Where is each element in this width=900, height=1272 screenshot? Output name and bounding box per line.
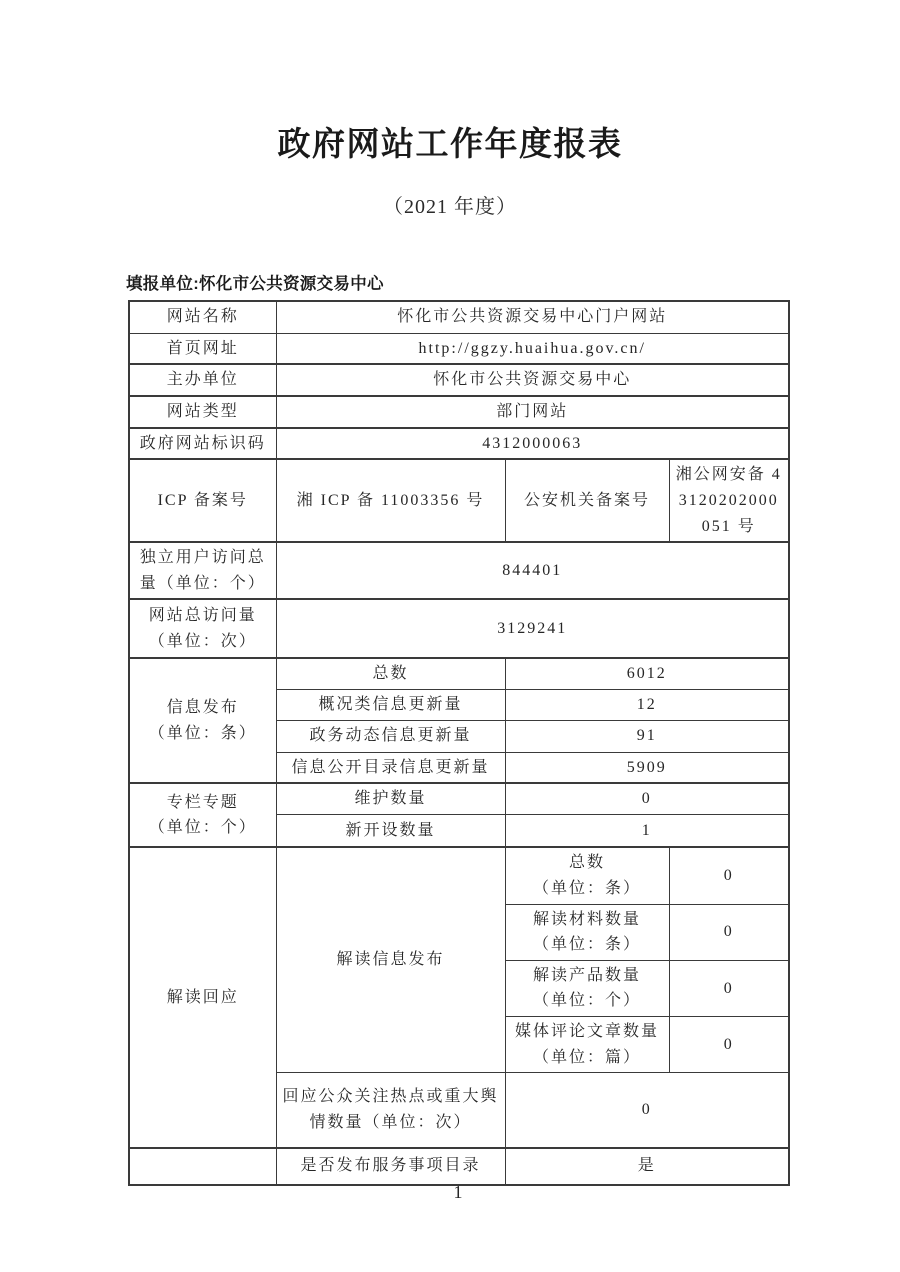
- table-row: [129, 542, 789, 599]
- interp-product-label-text: 解读产品数量: [532, 966, 641, 984]
- site-id-value: 4312000063: [276, 428, 789, 460]
- maintained-count-value: 0: [505, 783, 789, 814]
- icp-value: 湘 ICP 备 11003356 号: [276, 459, 505, 542]
- interp-total-label: [505, 847, 669, 904]
- hotspot-response-value: 0: [505, 1073, 789, 1148]
- overview-update-value: 12: [505, 690, 789, 721]
- table-row: [129, 396, 789, 428]
- open-catalog-update-label: 信息公开目录信息更新量: [276, 752, 505, 783]
- sponsor-value: 怀化市公共资源交易中心: [276, 364, 789, 396]
- police-record-value: 湘公网安备 43120202000051 号: [669, 459, 789, 542]
- open-catalog-update-value: 5909: [505, 752, 789, 783]
- table-row: [129, 783, 789, 814]
- info-publish-section-label: [129, 658, 276, 783]
- sponsor-label: 主办单位: [129, 364, 276, 396]
- site-type-label: 网站类型: [129, 396, 276, 428]
- gov-news-update-value: 91: [505, 720, 789, 752]
- table-row: [129, 599, 789, 658]
- interp-material-label: [505, 904, 669, 960]
- homepage-url-label: 首页网址: [129, 333, 276, 364]
- unique-visitors-label: 独立用户访问总量（单位：个）: [129, 542, 276, 599]
- maintained-count-label: 维护数量: [276, 783, 505, 814]
- total-visits-label: 网站总访问量（单位：次）: [129, 599, 276, 658]
- service-catalog-label: 是否发布服务事项目录: [276, 1148, 505, 1185]
- table-row: [129, 459, 789, 542]
- info-publish-label: 信息发布: [166, 699, 239, 717]
- page-subtitle: （2021 年度）: [383, 196, 517, 218]
- interp-product-unit: （单位：个）: [532, 992, 641, 1010]
- site-id-label: 政府网站标识码: [129, 428, 276, 460]
- page-number: 1: [453, 1182, 463, 1202]
- info-total-label: 总数: [276, 658, 505, 689]
- table-row: [129, 428, 789, 460]
- hotspot-response-label: 回应公众关注热点或重大舆情数量（单位：次）: [276, 1073, 505, 1148]
- report-table: [128, 300, 790, 1186]
- media-comment-label-text: 媒体评论文章数量: [514, 1022, 659, 1040]
- service-catalog-value: 是: [505, 1148, 789, 1185]
- interp-total-value: 0: [669, 847, 789, 904]
- website-name-label: 网站名称: [129, 301, 276, 333]
- icp-label: ICP 备案号: [129, 459, 276, 542]
- empty-cell: [129, 1148, 276, 1185]
- homepage-url-value: http://ggzy.huaihua.gov.cn/: [276, 333, 789, 364]
- page-title: 政府网站工作年度报表: [277, 125, 623, 162]
- info-publish-unit: （单位：条）: [148, 724, 257, 742]
- interp-product-value: 0: [669, 960, 789, 1016]
- table-row: [129, 364, 789, 396]
- overview-update-label: 概况类信息更新量: [276, 690, 505, 721]
- interpretation-section-label: 解读回应: [129, 847, 276, 1147]
- info-total-value: 6012: [505, 658, 789, 689]
- gov-news-update-label: 政务动态信息更新量: [276, 720, 505, 752]
- interp-product-label: [505, 960, 669, 1016]
- unique-visitors-value: 844401: [276, 542, 789, 599]
- media-comment-label: [505, 1016, 669, 1072]
- table-row: [129, 301, 789, 333]
- special-columns-label: 专栏专题: [166, 793, 239, 811]
- new-count-label: 新开设数量: [276, 814, 505, 847]
- total-visits-value: 3129241: [276, 599, 789, 658]
- table-row: [129, 658, 789, 689]
- interpretation-publish-label: 解读信息发布: [276, 847, 505, 1072]
- media-comment-unit: （单位：篇）: [532, 1048, 641, 1066]
- site-type-value: 部门网站: [276, 396, 789, 428]
- reporting-unit: 填报单位:怀化市公共资源交易中心: [126, 275, 384, 293]
- police-record-label: 公安机关备案号: [505, 459, 669, 542]
- table-row: [129, 333, 789, 364]
- table-row: [129, 847, 789, 904]
- website-name-value: 怀化市公共资源交易中心门户网站: [276, 301, 789, 333]
- table-row: [129, 1148, 789, 1185]
- interp-material-value: 0: [669, 904, 789, 960]
- interp-total-label-text: 总数: [568, 854, 605, 872]
- interp-total-unit: （单位：条）: [532, 879, 641, 897]
- special-columns-section-label: [129, 783, 276, 847]
- media-comment-value: 0: [669, 1016, 789, 1072]
- special-columns-unit: （单位：个）: [148, 819, 257, 837]
- new-count-value: 1: [505, 814, 789, 847]
- report-table-container: [128, 300, 790, 1186]
- interp-material-unit: （单位：条）: [532, 936, 641, 954]
- interp-material-label-text: 解读材料数量: [532, 910, 641, 928]
